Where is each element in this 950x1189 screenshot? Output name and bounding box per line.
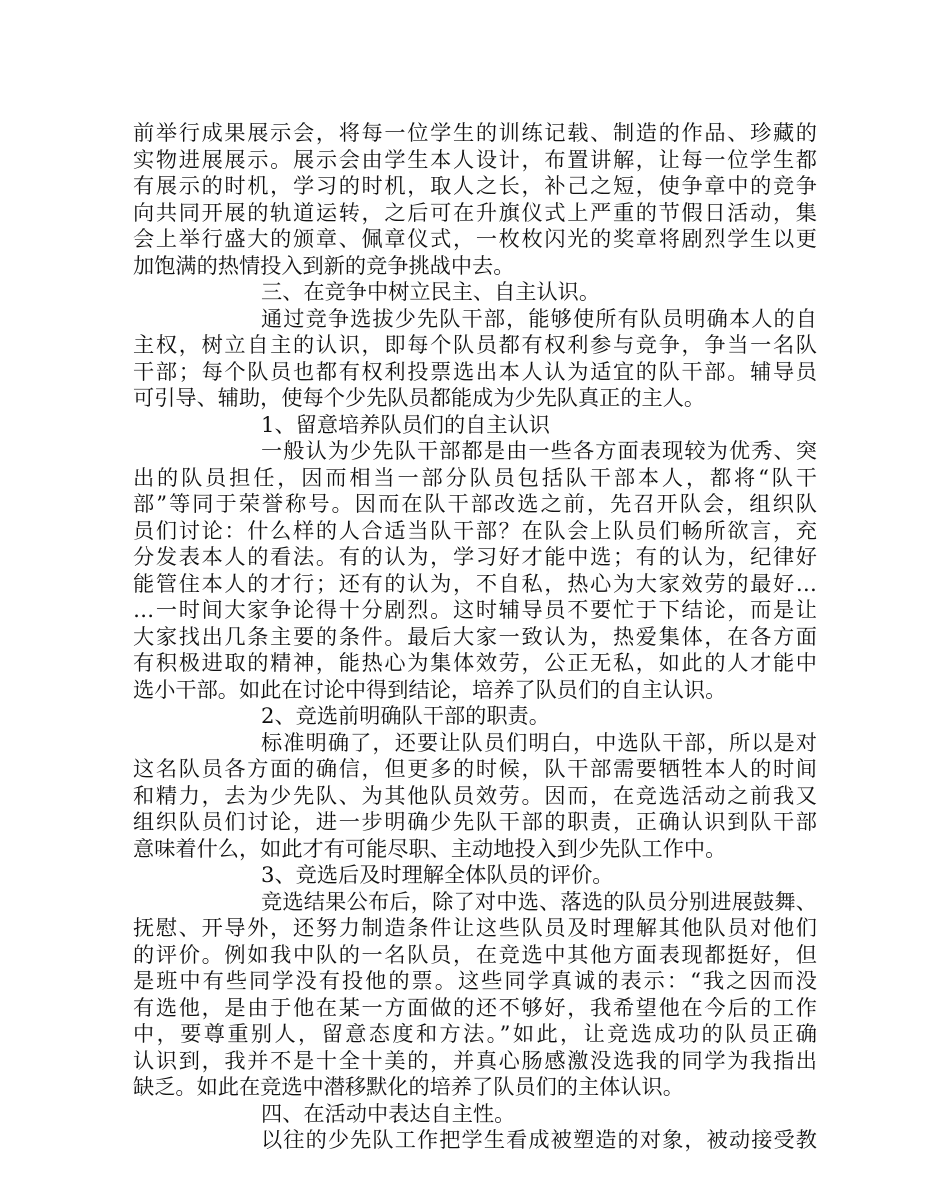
text-line: 部”等同于荣誉称号。因而在队干部改选之前，先召开队会，组织队 xyxy=(133,491,817,516)
text-line: 中，要尊重别人，留意态度和方法。”如此，让竞选成功的队员正确 xyxy=(133,1021,817,1046)
body-text xyxy=(133,120,817,1154)
text-line: 分发表本人的看法。有的认为，学习好才能中选；有的认为，纪律好 xyxy=(133,544,817,569)
text-line: 一般认为少先队干部都是由一些各方面表现较为优秀、突 xyxy=(261,438,817,463)
subheading-2: 2、竞选前明确队干部的职责。 xyxy=(261,703,550,728)
text-line: 有选他，是由于他在某一方面做的还不够好，我希望他在今后的工作 xyxy=(133,994,817,1020)
text-line: 干部；每个队员也都有权利投票选出本人认为适宜的队干部。辅导员 xyxy=(133,358,817,384)
text-line: 是班中有些同学没有投他的票。这些同学真诚的表示：“我之因而没 xyxy=(133,968,817,993)
text-line: 员们讨论：什么样的人合适当队干部？在队会上队员们畅所欲言，充 xyxy=(133,517,817,543)
text-line: 以往的少先队工作把学生看成被塑造的对象，被动接受教 xyxy=(261,1127,817,1152)
text-line: 认识到，我并不是十全十美的，并真心肠感激没选我的同学为我指出 xyxy=(133,1047,817,1073)
text-line: 通过竞争选拔少先队干部，能够使所有队员明确本人的自 xyxy=(261,305,817,331)
text-line: 加饱满的热情投入到新的竞争挑战中去。 xyxy=(133,252,515,278)
text-line: 抚慰、开导外，还努力制造条件让这些队员及时理解其他队员对他们 xyxy=(133,915,817,940)
section-heading-4: 四、在活动中表达自主性。 xyxy=(261,1100,516,1126)
text-line: 主权，树立自主的认识，即每个队员都有权利参与竞争，争当一名队 xyxy=(133,332,817,357)
text-line: 意味着什么，如此才有可能尽职、主动地投入到少先队工作中。 xyxy=(133,835,727,861)
text-line: 能管住本人的才行；还有的认为，不自私，热心为大家效劳的最好… xyxy=(133,570,817,596)
text-line: …一时间大家争论得十分剧烈。这时辅导员不要忙于下结论，而是让 xyxy=(133,597,817,622)
text-line: 可引导、辅助，使每个少先队员都能成为少先队真正的主人。 xyxy=(133,385,706,410)
text-line: 大家找出几条主要的条件。最后大家一致认为，热爱集体，在各方面 xyxy=(133,623,817,649)
subheading-3: 3、竞选后及时理解全体队员的评价。 xyxy=(261,862,614,887)
text-line: 选小干部。如此在讨论中得到结论，培养了队员们的自主认识。 xyxy=(133,676,727,702)
text-line: 出的队员担任，因而相当一部分队员包括队干部本人，都将“队干 xyxy=(133,464,817,490)
section-heading-3: 三、在竞争中树立民主、自主认识。 xyxy=(261,279,601,304)
text-line: 有积极进取的精神，能热心为集体效劳，公正无私，如此的人才能中 xyxy=(133,650,817,675)
text-line: 缺乏。如此在竞选中潜移默化的培养了队员们的主体认识。 xyxy=(133,1074,684,1099)
text-line: 组织队员们讨论，进一步明确少先队干部的职责，正确认识到队干部 xyxy=(133,809,817,834)
text-line: 标准明确了，还要让队员们明白，中选队干部，所以是对 xyxy=(261,729,817,755)
text-line: 有展示的时机，学习的时机，取人之长，补己之短，使争章中的竞争 xyxy=(133,173,817,198)
text-line: 实物进展展示。展示会由学生本人设计，布置讲解，让每一位学生都 xyxy=(133,146,817,172)
text-line: 前举行成果展示会，将每一位学生的训练记载、制造的作品、珍藏的 xyxy=(133,120,817,145)
text-line: 的评价。例如我中队的一名队员，在竞选中其他方面表现都挺好，但 xyxy=(133,941,817,967)
text-line: 这名队员各方面的确信，但更多的时候，队干部需要牺牲本人的时间 xyxy=(133,756,817,781)
text-line: 和精力，去为少先队、为其他队员效劳。因而，在竞选活动之前我又 xyxy=(133,782,817,808)
subheading-1: 1、留意培养队员们的自主认识 xyxy=(261,411,550,437)
text-line: 向共同开展的轨道运转，之后可在升旗仪式上严重的节假日活动，集 xyxy=(133,199,817,225)
text-line: 竞选结果公布后，除了对中选、落选的队员分别进展鼓舞、 xyxy=(261,888,817,914)
text-line: 会上举行盛大的颁章、佩章仪式，一枚枚闪光的奖章将剧烈学生以更 xyxy=(133,226,817,251)
